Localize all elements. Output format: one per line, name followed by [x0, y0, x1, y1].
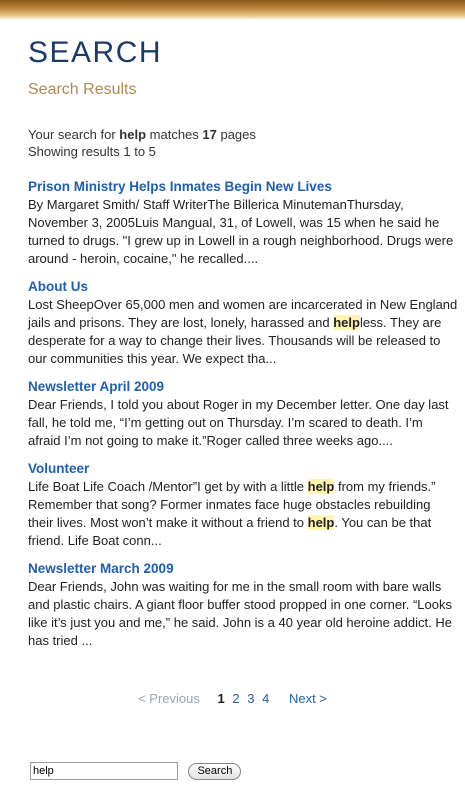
snippet-text: Dear Friends, I told you about Roger in my December letter. One day last fall, he told me, “I’m getting out on Thursday. I’m scared to death. I’m afraid I’m not going to make it.”Roger called three weeks ago....: [28, 397, 449, 448]
result-title-link[interactable]: Newsletter March 2009: [28, 561, 174, 576]
result-snippet: [28, 478, 458, 550]
pagination: [0, 690, 465, 708]
result-title-link[interactable]: Newsletter April 2009: [28, 379, 165, 394]
result-snippet: [28, 296, 458, 368]
snippet-text: . You can be that friend. Life Boat conn...: [28, 515, 432, 548]
page-1: 1: [217, 691, 225, 706]
summary-suffix: pages: [216, 127, 256, 142]
next-link[interactable]: Next >: [288, 691, 327, 706]
page-2-link[interactable]: 2: [232, 691, 240, 706]
match-summary: [28, 126, 458, 143]
page-4-link[interactable]: 4: [262, 691, 270, 706]
snippet-text: By Margaret Smith/ Staff WriterThe Billerica MinutemanThursday, November 3, 2005Luis Mangual, 31, of Lowell, was 15 when he said he turned to drugs. "I grew up in Lowell in a rough neighborhood. Drugs were around - heroin, cocaine," he recalled....: [28, 197, 454, 266]
summary-prefix: Your search for: [28, 127, 120, 142]
summary-middle: matches: [146, 127, 203, 142]
result-item: [28, 378, 458, 450]
search-term-highlight: help: [307, 515, 335, 530]
showing-range: Showing results 1 to 5: [28, 144, 156, 159]
results-list: [28, 178, 458, 650]
result-title-link[interactable]: Volunteer: [28, 461, 90, 476]
page-title: SEARCH: [28, 36, 163, 69]
snippet-text: Lost SheepOver 65,000 men and women are incarcerated in New England jails and prisons. They are lost, lonely, harassed and: [28, 297, 458, 330]
search-form: [30, 762, 241, 780]
summary-query: help: [119, 127, 147, 142]
search-term-highlight: help: [307, 479, 335, 494]
search-button[interactable]: Search: [188, 763, 241, 780]
search-input[interactable]: [30, 762, 178, 780]
search-summary: [28, 126, 458, 160]
snippet-text: less. They are desperate for a way to change their lives. Thousands will be released to our communities this year. We expect tha...: [28, 315, 442, 366]
result-item: [28, 560, 458, 650]
result-item: [28, 178, 458, 268]
result-item: [28, 460, 458, 550]
result-item: [28, 278, 458, 368]
page-subtitle: Search Results: [28, 81, 137, 98]
snippet-text: Dear Friends, John was waiting for me in the small room with bare walls and plastic chairs. A giant floor buffer stood propped in one corner. “Looks like it’s just you and me,” he said. John is a 40 year old heroine addict. He has tried ...: [28, 579, 452, 648]
main-content: [28, 36, 458, 660]
result-title-link[interactable]: Prison Ministry Helps Inmates Begin New Lives: [28, 179, 332, 194]
previous-link: < Previous: [138, 691, 200, 706]
result-snippet: [28, 196, 458, 268]
snippet-text: Life Boat Life Coach /Mentor”I get by with a little: [28, 479, 308, 494]
result-title-link[interactable]: About Us: [28, 279, 88, 294]
snippet-text: from my friends.” Remember that song? Former inmates face huge obstacles rebuilding their lives. Most won’t make it without a friend to: [28, 479, 436, 530]
result-snippet: [28, 578, 458, 650]
top-banner: [0, 0, 465, 20]
page-3-link[interactable]: 3: [247, 691, 255, 706]
search-term-highlight: help: [333, 315, 360, 330]
result-snippet: [28, 396, 458, 450]
summary-count: 17: [202, 127, 217, 142]
